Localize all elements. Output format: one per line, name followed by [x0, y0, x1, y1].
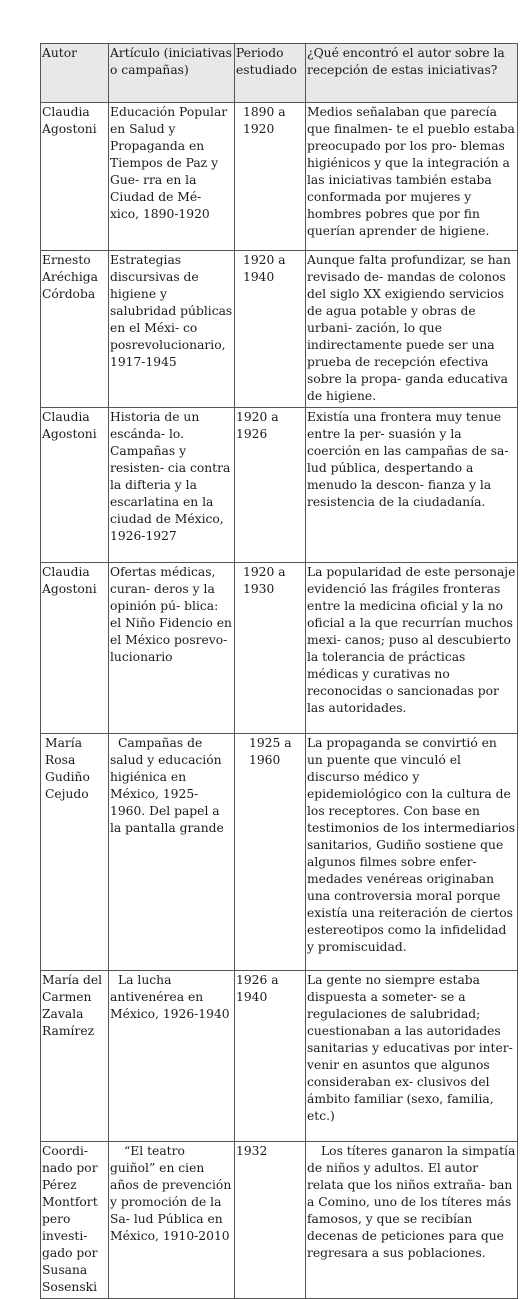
cell-periodo: 1920 a 1940: [235, 251, 306, 408]
studies-table: [40, 43, 518, 1299]
cell-periodo: 1920 a 1930: [235, 563, 306, 734]
cell-articulo: Estrategias discursivas de higiene y salubridad públicas en el Méxi- co posrevolucionario, 1917-1945: [109, 251, 235, 408]
cell-recepcion: Medios señalaban que parecía que finalmen- te el pueblo estaba preocupado por los pro- blemas higiénicos y que la integración a las iniciativas también estaba conformada por mujeres y hombres pobres que por fin querían aprender de higiene.: [306, 103, 518, 251]
cell-autor: María del Carmen Zavala Ramírez: [41, 971, 109, 1142]
cell-autor: Claudia Agostoni: [41, 563, 109, 734]
header-periodo: Periodo estudiado: [235, 44, 306, 103]
table-header-row: [41, 44, 518, 103]
cell-periodo: 1926 a 1940: [235, 971, 306, 1142]
cell-recepcion: La gente no siempre estaba dispuesta a someter- se a regulaciones de salubridad; cuestionaban a las autoridades sanitarias y educativas por inter- venir en asuntos que algunos consideraban ex- clusivos del ámbito familiar (sexo, familia, etc.): [306, 971, 518, 1142]
cell-articulo: Ofertas médicas, curan- deros y la opinión pú- blica: el Niño Fidencio en el México posrevo- lucionario: [109, 563, 235, 734]
table-row: [41, 1142, 518, 1299]
cell-autor: Claudia Agostoni: [41, 408, 109, 563]
cell-autor: Coordi- nado por Pérez Montfort pero investi- gado por Susana Sosenski: [41, 1142, 109, 1299]
table-row: [41, 251, 518, 408]
cell-recepcion: Existía una frontera muy tenue entre la per- suasión y la coerción en las campañas de sa- lud pública, despertando a menudo la descon- fianza y la resistencia de la ciudadanía.: [306, 408, 518, 563]
cell-autor: María Rosa Gudiño Cejudo: [41, 734, 109, 971]
cell-periodo: 1890 a 1920: [235, 103, 306, 251]
table-row: [41, 971, 518, 1142]
header-articulo: Artículo (iniciativas o campañas): [109, 44, 235, 103]
cell-recepcion: La popularidad de este personaje evidenció las frágiles fronteras entre la medicina oficial y la no oficial a la que recurrían muchos mexi- canos; puso al descubierto la tolerancia de prácticas médicas y curativas no reconocidas o sancionadas por las autoridades.: [306, 563, 518, 734]
cell-recepcion: Aunque falta profundizar, se han revisado de- mandas de colonos del siglo XX exigiendo servicios de agua potable y obras de urbani- zación, lo que indirectamente puede ser una prueba de recepción efectiva sobre la propa- ganda educativa de higiene.: [306, 251, 518, 408]
table-row: [41, 563, 518, 734]
cell-autor: Claudia Agostoni: [41, 103, 109, 251]
cell-periodo: 1932: [235, 1142, 306, 1299]
header-autor: Autor: [41, 44, 109, 103]
table-row: [41, 103, 518, 251]
table-row: [41, 734, 518, 971]
cell-recepcion: La propaganda se convirtió en un puente que vinculó el discurso médico y epidemiológico con la cultura de los receptores. Con base en testimonios de los intermediarios sanitarios, Gudiño sostiene que algunos filmes sobre enfer- medades venéreas originaban una controversia moral porque existía una reiteración de ciertos estereotipos como la infidelidad y promiscuidad.: [306, 734, 518, 971]
cell-articulo: Educación Popular en Salud y Propaganda en Tiempos de Paz y Gue- rra en la Ciudad de Mé- xico, 1890-1920: [109, 103, 235, 251]
table-row: [41, 408, 518, 563]
cell-articulo: “El teatro guiñol” en cien años de prevención y promoción de la Sa- lud Pública en México, 1910-2010: [109, 1142, 235, 1299]
cell-autor: Ernesto Aréchiga Córdoba: [41, 251, 109, 408]
cell-recepcion: Los títeres ganaron la simpatía de niños y adultos. El autor relata que los niños extraña- ban a Comino, uno de los títeres más famosos, y que se recibían decenas de peticiones para que regresara a sus poblaciones.: [306, 1142, 518, 1299]
cell-periodo: 1920 a 1926: [235, 408, 306, 563]
cell-articulo: Historia de un escánda- lo. Campañas y resisten- cia contra la difteria y la escarlatina en la ciudad de México, 1926-1927: [109, 408, 235, 563]
cell-periodo: 1925 a 1960: [235, 734, 306, 971]
header-recepcion: ¿Qué encontró el autor sobre la recepción de estas iniciativas?: [306, 44, 518, 103]
cell-articulo: Campañas de salud y educación higiénica en México, 1925-1960. Del papel a la pantalla grande: [109, 734, 235, 971]
cell-articulo: La lucha antivenérea en México, 1926-1940: [109, 971, 235, 1142]
